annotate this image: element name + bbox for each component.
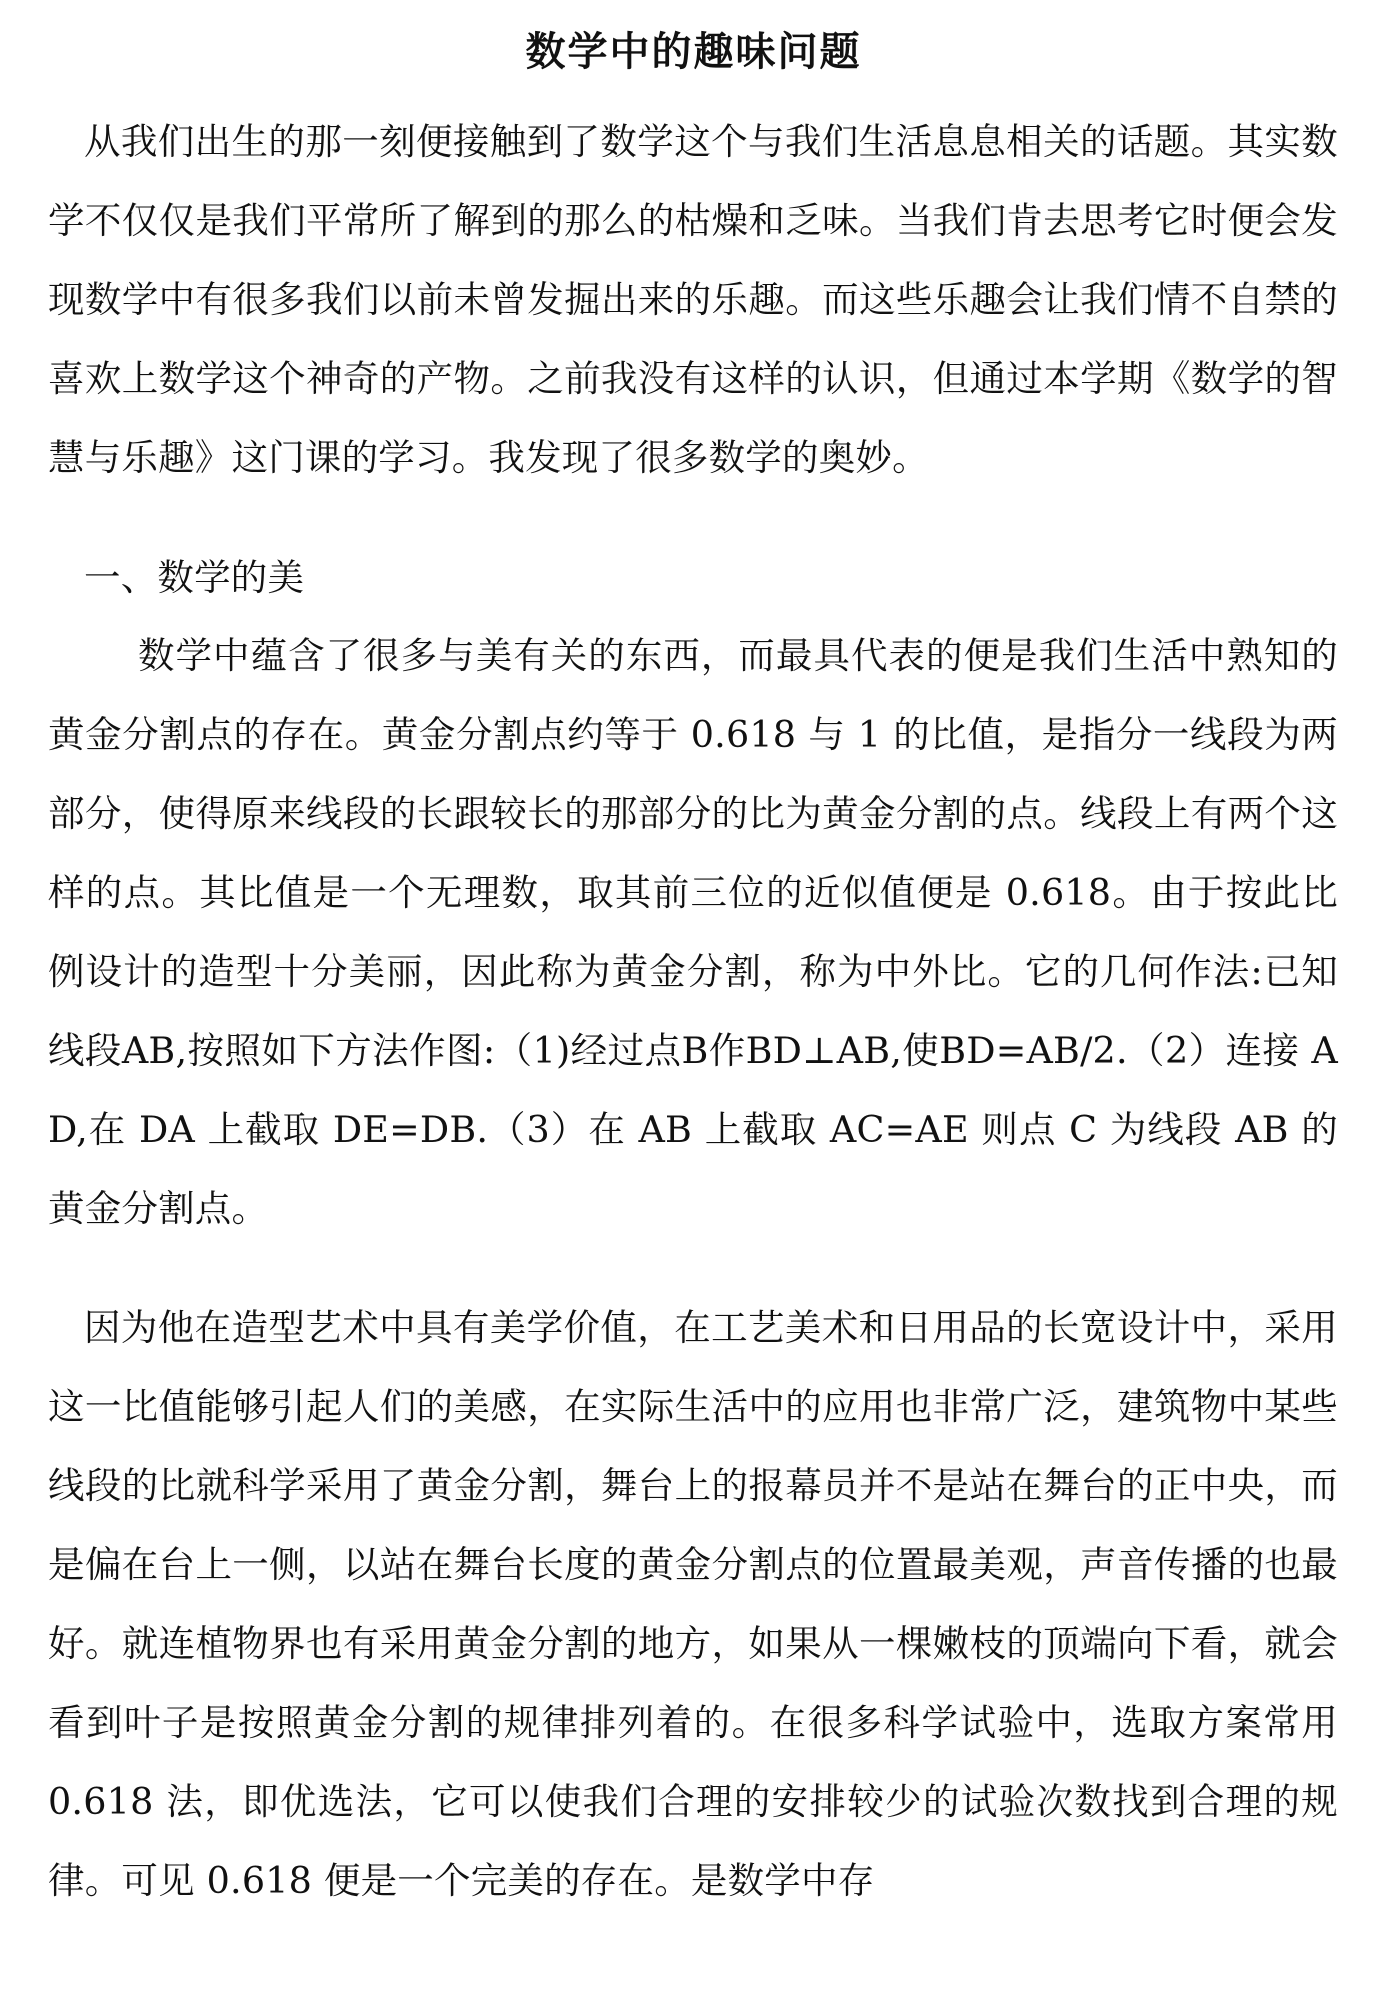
- document-title: 数学中的趣味问题: [525, 29, 862, 75]
- applications-paragraph: 因为他在造型艺术中具有美学价值，在工艺美术和日用品的长宽设计中，采用这一比值能够引起人们的美感，在实际生活中的应用也非常广泛，建筑物中某些线段的比就科学采用了黄金分割，舞台上的报幕员并不是站在舞台的正中央，而是偏在台上一侧，以站在舞台长度的黄金分割点的位置最美观，声音传播的也最好。就连植物界也有采用黄金分割的地方，如果从一棵嫩枝的顶端向下看，就会看到叶子是按照黄金分割的规律排列着的。在很多科学试验中，选取方案常用 0.618 法，即优选法，它可以使我们合理的安排较少的试验次数找到合理的规律。可见 0.618 便是一个完美的存在。是数学中存: [48, 1306, 1338, 1902]
- golden-ratio-paragraph: 数学中蕴含了很多与美有关的东西，而最具代表的便是我们生活中熟知的黄金分割点的存在。黄金分割点约等于 0.618 与 1 的比值，是指分一线段为两部分，使得原来线段的长跟较长的那部分的比为黄金分割的点。线段上有两个这样的点。其比值是一个无理数，取其前三位的近似值便是 0.618。由于按此比例设计的造型十分美丽，因此称为黄金分割，称为中外比。它的几何作法:已知线段AB,按照如下方法作图:（1)经过点B作BD⊥AB,使BD=AB/2.（2）连接 AD,在 DA 上截取 DE=DB.（3）在 AB 上截取 AC=AE 则点 C 为线段 AB 的黄金分割点。: [48, 634, 1338, 1230]
- intro-paragraph: 从我们出生的那一刻便接触到了数学这个与我们生活息息相关的话题。其实数学不仅仅是我们平常所了解到的那么的枯燥和乏味。当我们肯去思考它时便会发现数学中有很多我们以前未曾发掘出来的乐趣。而这些乐趣会让我们情不自禁的喜欢上数学这个神奇的产物。之前我没有这样的认识，但通过本学期《数学的智慧与乐趣》这门课的学习。我发现了很多数学的奥妙。: [48, 120, 1338, 479]
- section-heading: 一、数学的美: [84, 556, 305, 599]
